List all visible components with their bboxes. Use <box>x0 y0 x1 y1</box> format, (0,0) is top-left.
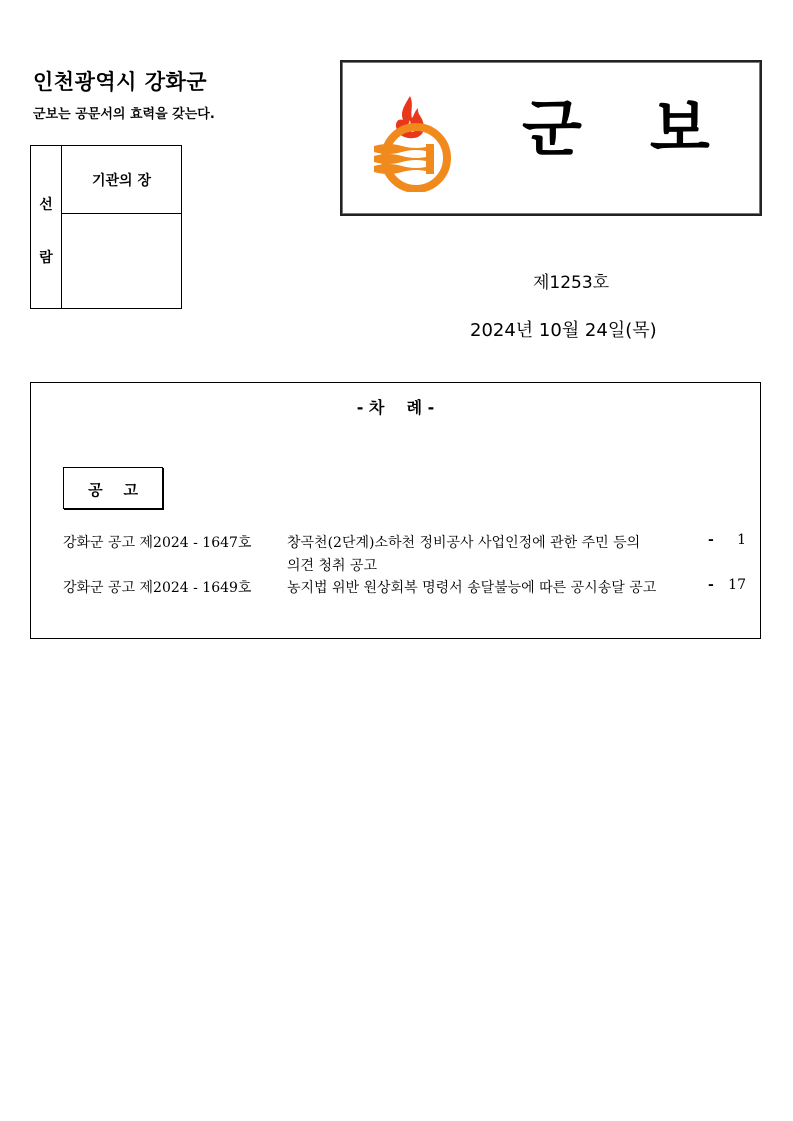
issue-date: 2024년 10월 24일(목) <box>470 320 657 341</box>
bulletin-banner <box>340 60 778 216</box>
toc-entry-2-title-line1[interactable]: 농지법 위반 원상회복 명령서 송달불능에 따른 공시송달 공고 <box>287 580 657 596</box>
review-head-cell <box>62 146 181 214</box>
review-box <box>30 145 182 309</box>
toc-entry-2-page[interactable]: 17 <box>728 577 746 593</box>
review-head-label: 기관의 장 <box>92 173 151 189</box>
toc-category-box <box>63 467 163 509</box>
org-name: 인천광역시 강화군 <box>33 70 208 94</box>
bulletin-title: 군보 <box>522 92 778 165</box>
review-side-char-1: 선 <box>39 197 53 213</box>
tagline: 군보는 공문서의 효력을 갖는다. <box>33 107 215 122</box>
toc-entry-1-dash: - <box>708 532 714 548</box>
review-side-char-2: 람 <box>39 250 53 266</box>
toc-entry-1-title-line1[interactable]: 창곡천(2단계)소하천 정비공사 사업인정에 관한 주민 등의 <box>287 535 641 551</box>
toc-entry-2-dash: - <box>708 577 714 593</box>
table-of-contents <box>30 382 761 639</box>
toc-heading: - 차 례 - <box>356 398 435 417</box>
issue-number: 제1253호 <box>533 273 610 293</box>
ganghwa-county-emblem-icon <box>370 92 458 192</box>
toc-entry-1-notice-no[interactable]: 강화군 공고 제2024 - 1647호 <box>63 535 252 551</box>
toc-entry-1-title-line2[interactable]: 의견 청취 공고 <box>287 558 378 574</box>
toc-category-label: 공 고 <box>88 481 138 499</box>
toc-entry-2-notice-no[interactable]: 강화군 공고 제2024 - 1649호 <box>63 580 252 596</box>
toc-entry-1-page[interactable]: 1 <box>737 532 746 548</box>
review-side-column <box>31 146 62 308</box>
